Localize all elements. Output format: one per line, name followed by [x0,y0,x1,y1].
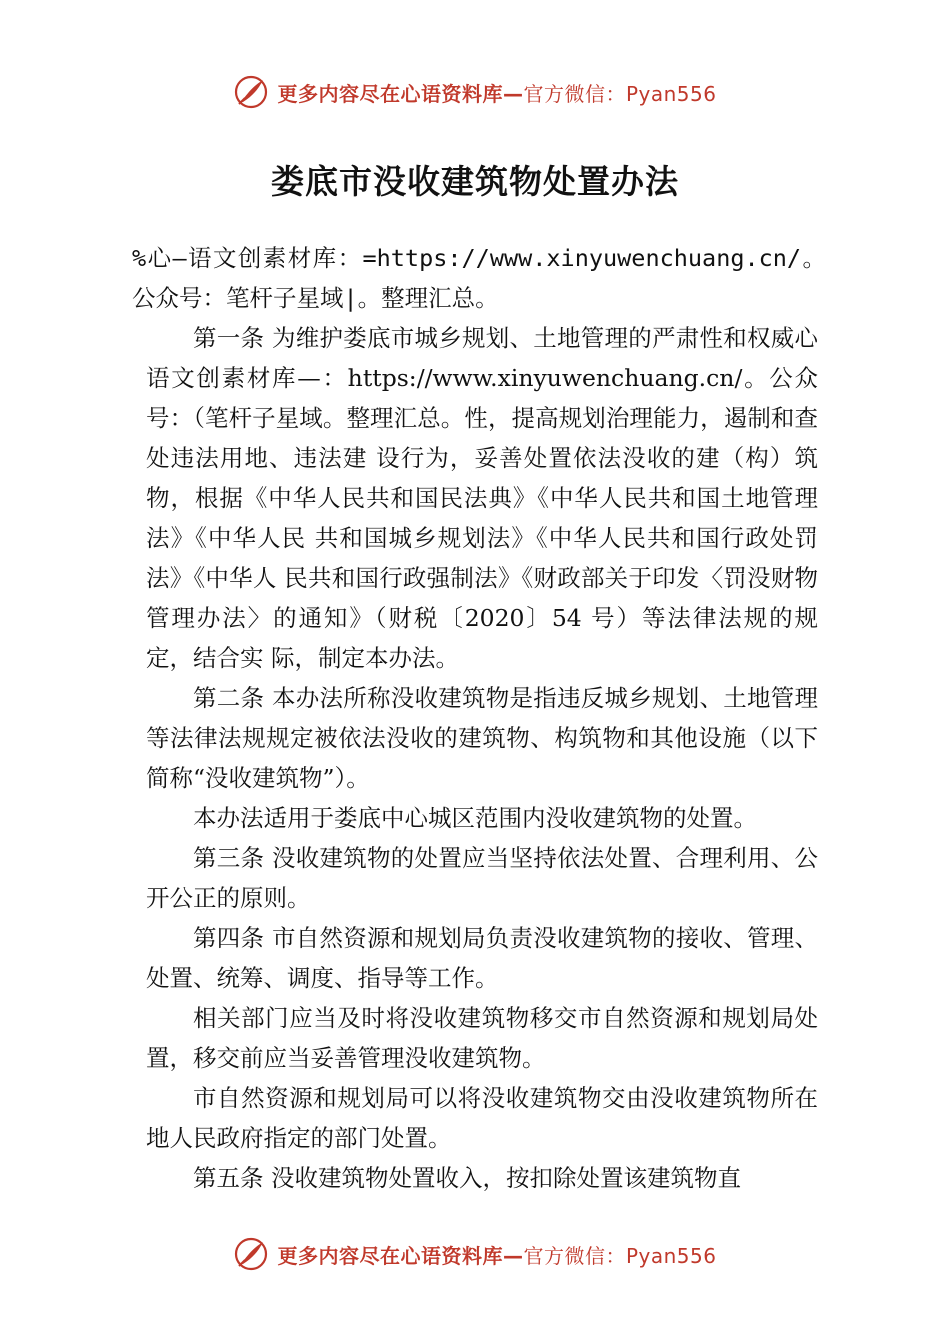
paragraph: 第五条 没收建筑物处置收入，按扣除处置该建筑物直 [193,1164,741,1192]
paragraph: %心—语文创素材库：=https://www.xinyuwenchuang.cn/。公众号：笔杆子星域|。整理汇总。 [132,244,826,312]
banner-wechat: 官方微信：Pyan556 [523,1243,717,1268]
paragraph: 第一条 为维护娄底市城乡规划、土地管理的严肃性和权威心语文创素材库—：https://www.xinyuwenchuang.cn/。公众号：（笔杆子星域。整理汇总。性，提高规划治理能力，遏制和查处违法用地、违法建 设行为，妥善处置依法没收的建（构）筑物，根据《中华人民共和国民法典》《中华人民共和国土地管理法》《中华人民 共和国城乡规划法》《中华人民共和国行政处罚法》《中华人 民共和国行政强制法》《财政部关于印发〈罚没财物管理办法〉的通知》（财税〔2020〕54 号）等法律法规的规定，结合实 际，制定本办法。 [146,324,818,672]
document-title: 娄底市没收建筑物处置办法 [271,162,679,201]
banner-dash: — [502,81,524,106]
paragraph: 第三条 没收建筑物的处置应当坚持依法处置、合理利用、公开公正的原则。 [146,844,818,912]
quill-pen-logo-icon [233,74,269,110]
banner-text [277,1240,716,1269]
footer-banner [0,1232,950,1276]
document-body [132,238,826,1198]
banner-brand: 更多内容尽在心语资料库 [277,81,503,106]
paragraph: 第四条 市自然资源和规划局负责没收建筑物的接收、管理、处置、统筹、调度、指导等工作。 [146,924,818,992]
banner-wechat: 官方微信：Pyan556 [523,81,717,106]
paragraph: 市自然资源和规划局可以将没收建筑物交由没收建筑物所在地人民政府指定的部门处置。 [146,1084,818,1152]
paragraph: 本办法适用于娄底中心城区范围内没收建筑物的处置。 [193,804,757,832]
quill-pen-logo-icon [233,1236,269,1272]
banner-text [277,78,716,107]
banner-brand: 更多内容尽在心语资料库 [277,1243,503,1268]
paragraph: 第二条 本办法所称没收建筑物是指违反城乡规划、土地管理等法律法规规定被依法没收的建筑物、构筑物和其他设施（以下简称“没收建筑物”）。 [146,684,818,792]
paragraph: 相关部门应当及时将没收建筑物移交市自然资源和规划局处置，移交前应当妥善管理没收建筑物。 [146,1004,818,1072]
header-banner [0,70,950,114]
banner-dash: — [502,1243,524,1268]
